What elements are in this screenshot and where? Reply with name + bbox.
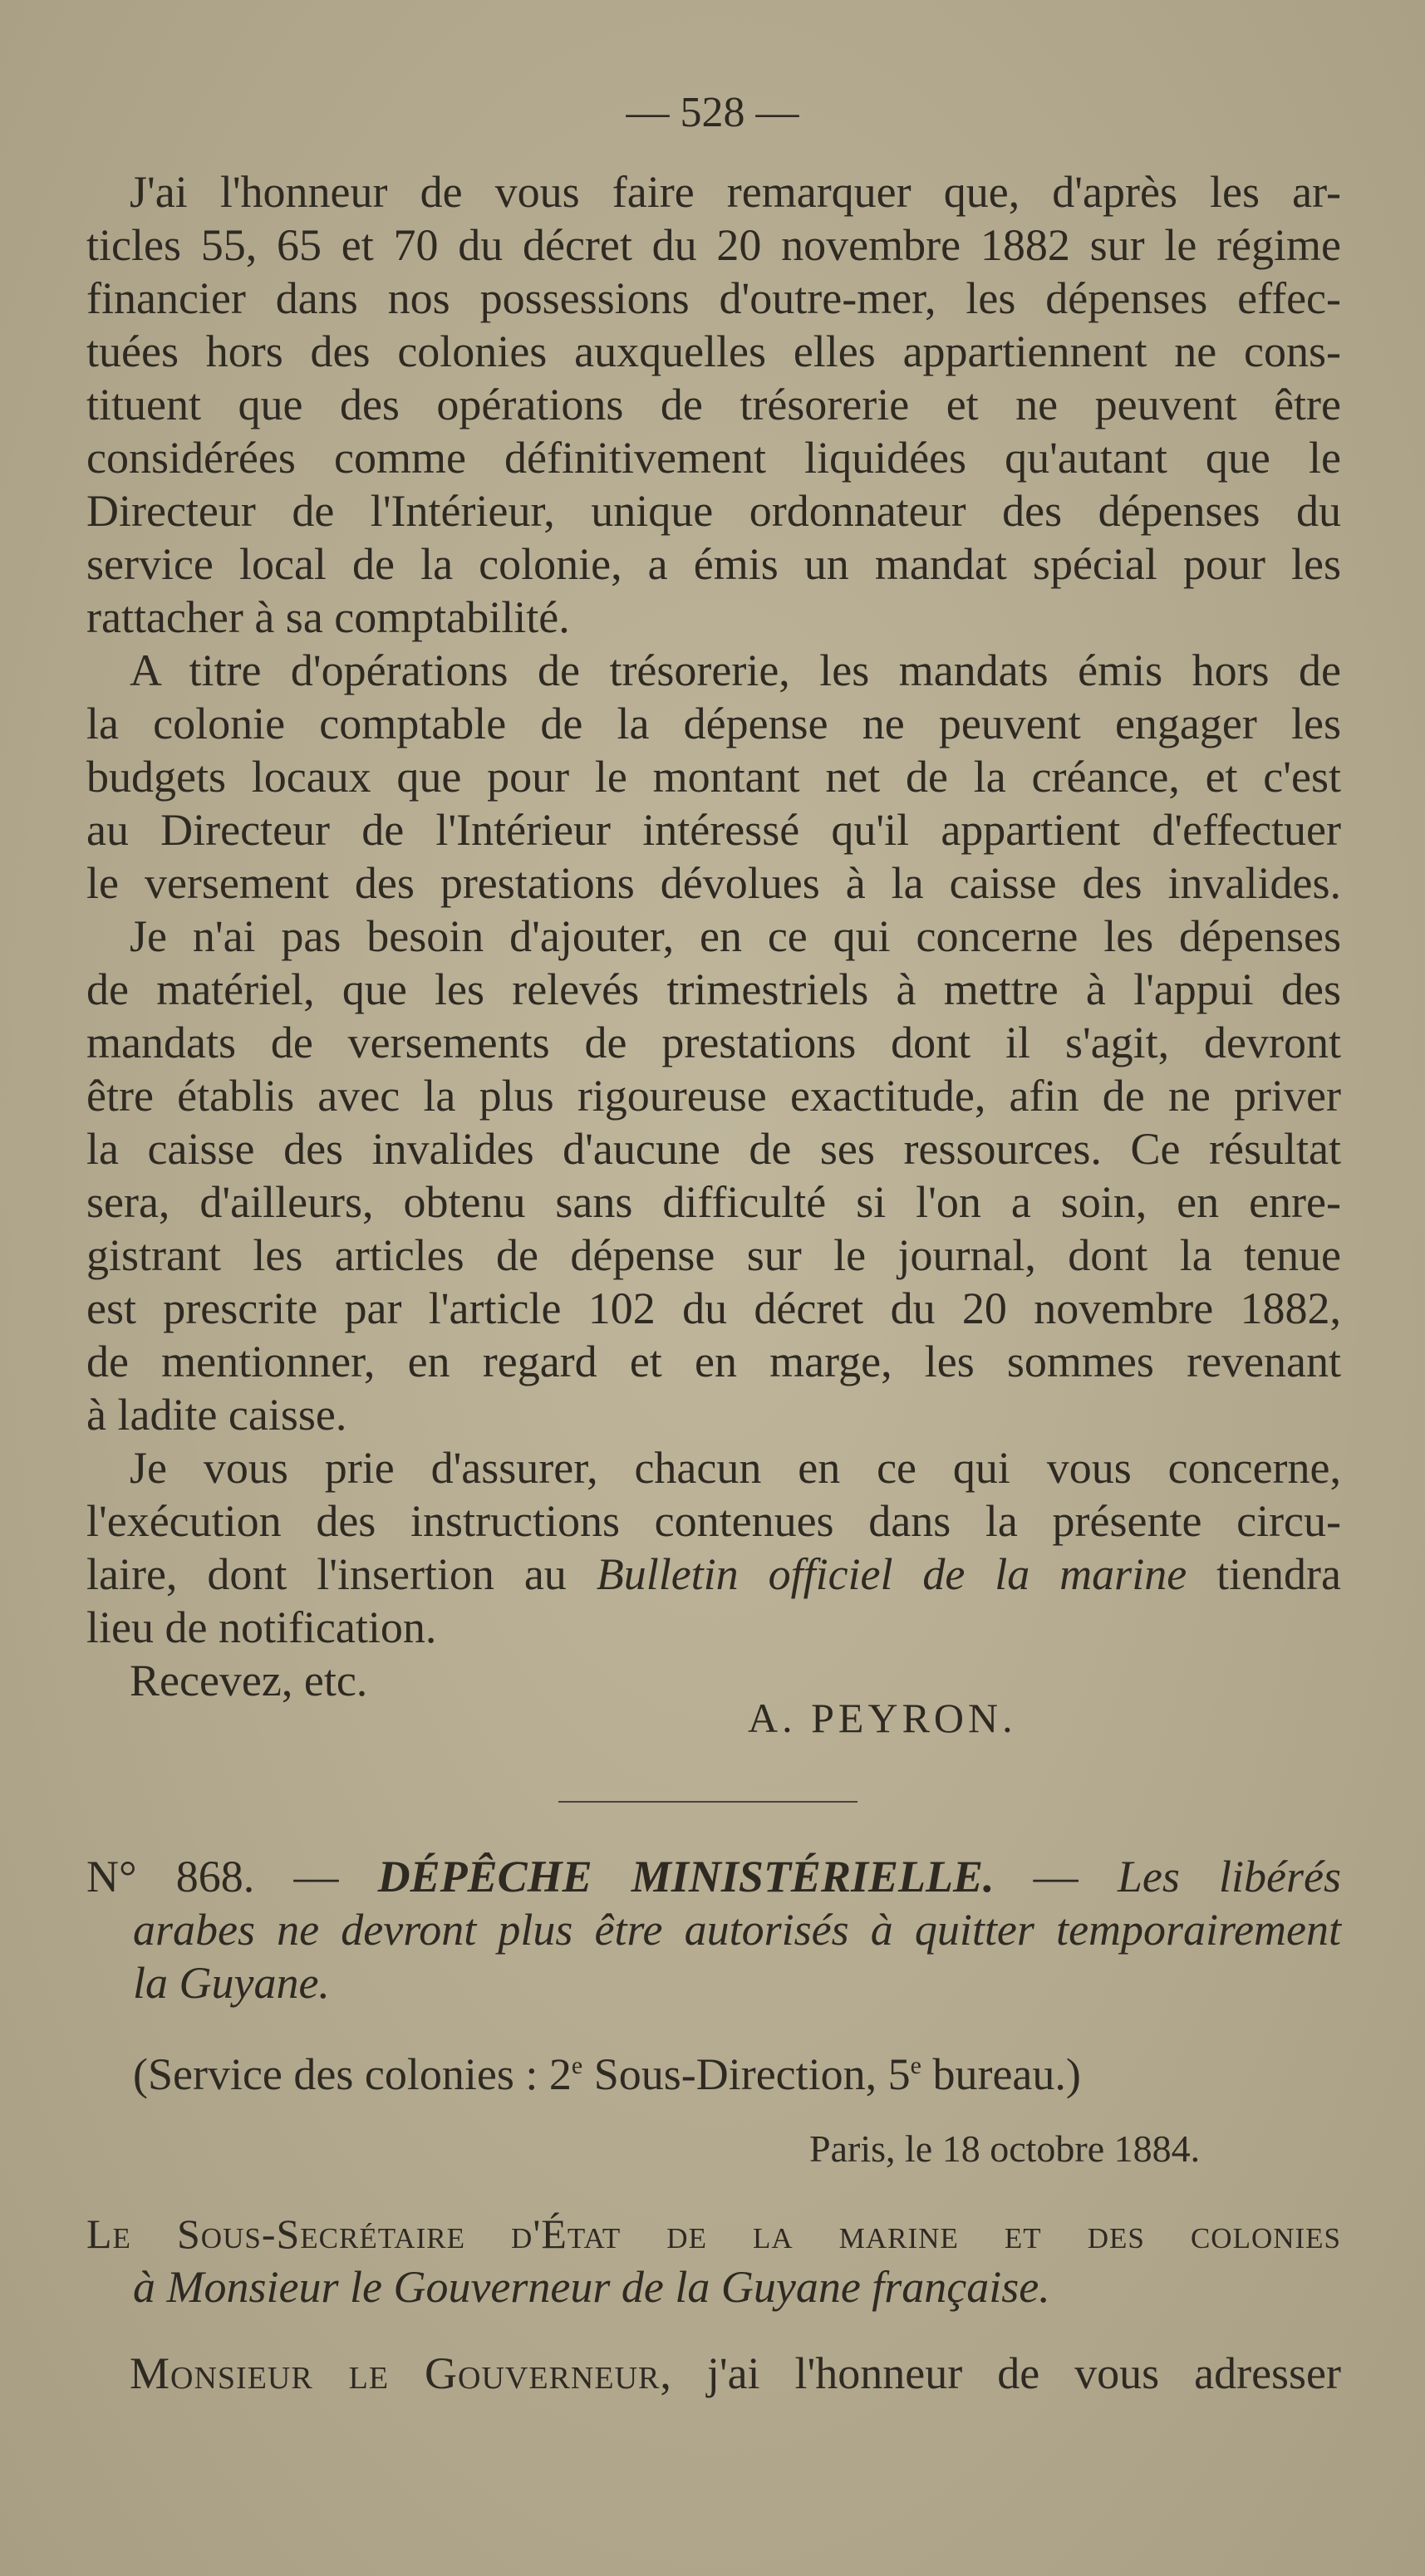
dash: —	[254, 1852, 378, 1901]
service-reference	[133, 2040, 1341, 2099]
text-line: la colonie comptable de la dépense ne peuvent engager les	[86, 699, 1341, 748]
closing-formula: Recevez, etc.	[130, 1656, 368, 1705]
text-line: est prescrite par l'article 102 du décret du 20 novembre 1882,	[86, 1283, 1341, 1333]
salutation: Monsieur le Gouverneur,	[130, 2348, 672, 2398]
text-line: A titre d'opérations de trésorerie, les mandats émis hors de	[130, 645, 1341, 695]
despatch-summary: Les libérés	[1117, 1852, 1342, 1901]
despatch-summary-line: arabes ne devront plus être autorisés à quitter temporairement	[133, 1905, 1341, 1955]
sender: Le Sous-Secrétaire d'État de la marine et des colonies	[86, 2210, 1341, 2257]
service-text: Sous-Direction, 5	[582, 2049, 911, 2099]
text-line: lieu de notification.	[86, 1602, 437, 1652]
text-line: Directeur de l'Intérieur, unique ordonnateur des dépenses du	[86, 486, 1341, 536]
section-divider	[558, 1801, 857, 1803]
despatch-heading	[86, 1851, 1341, 1902]
signature: A. PEYRON.	[748, 1695, 1017, 1741]
text-line: tuées hors des colonies auxquelles elles appartiennent ne cons-	[86, 326, 1341, 376]
despatch-number: N° 868.	[86, 1852, 255, 1901]
place-date: Paris, le 18 octobre 1884.	[809, 2127, 1201, 2170]
text-line: budgets locaux que pour le montant net de la créance, et c'est	[86, 752, 1341, 802]
text-line: de mentionner, en regard et en marge, les sommes revenant	[86, 1337, 1341, 1386]
text-line: service local de la colonie, a émis un mandat spécial pour les	[86, 539, 1341, 589]
despatch-type: DÉPÊCHE MINISTÉRIELLE.	[377, 1852, 995, 1901]
service-text: bureau.)	[921, 2049, 1081, 2099]
text-line: Je n'ai pas besoin d'ajouter, en ce qui concerne les dépenses	[130, 911, 1341, 961]
page-number: — 528 —	[626, 89, 799, 136]
text-line: à ladite caisse.	[86, 1390, 347, 1440]
text-line: considérées comme définitivement liquidées qu'autant que le	[86, 433, 1341, 483]
text-run: tiendra	[1187, 1549, 1341, 1599]
text-line: Je vous prie d'assurer, chacun en ce qui vous concerne,	[130, 1443, 1341, 1493]
text-line: rattacher à sa comptabilité.	[86, 592, 570, 642]
recipient: à Monsieur le Gouverneur de la Guyane française.	[133, 2262, 1050, 2312]
text-line: gistrant les articles de dépense sur le journal, dont la tenue	[86, 1230, 1341, 1280]
text-line: mandats de versements de prestations dont il s'agit, devront	[86, 1018, 1341, 1067]
text-line: au Directeur de l'Intérieur intéressé qu'il appartient d'effectuer	[86, 805, 1341, 855]
opening-line	[86, 2348, 1341, 2399]
text-line	[86, 1548, 1341, 1600]
despatch-summary-line: la Guyane.	[133, 1958, 330, 2008]
dash: —	[994, 1852, 1118, 1901]
text-line: J'ai l'honneur de vous faire remarquer que, d'après les ar-	[130, 167, 1341, 217]
text-run: laire, dont l'insertion au	[86, 1549, 597, 1599]
text-line: ticles 55, 65 et 70 du décret du 20 novembre 1882 sur le régime	[86, 220, 1341, 270]
text-line: sera, d'ailleurs, obtenu sans difficulté si l'on a soin, en enre-	[86, 1177, 1341, 1227]
text-line: le versement des prestations dévolues à la caisse des invalides.	[86, 858, 1341, 908]
superscript: e	[910, 2052, 921, 2079]
bulletin-title: Bulletin officiel de la marine	[596, 1549, 1187, 1599]
text-line: être établis avec la plus rigoureuse exactitude, afin de ne priver	[86, 1071, 1341, 1121]
text-line: de matériel, que les relevés trimestriels à mettre à l'appui des	[86, 964, 1341, 1014]
opening-text: j'ai l'honneur de vous adresser	[671, 2348, 1342, 2398]
text-line: financier dans nos possessions d'outre-mer, les dépenses effec-	[86, 273, 1341, 323]
superscript: e	[571, 2052, 583, 2079]
service-text: (Service des colonies : 2	[133, 2049, 572, 2099]
text-line: tituent que des opérations de trésorerie et ne peuvent être	[86, 380, 1341, 429]
text-line: la caisse des invalides d'aucune de ses ressources. Ce résultat	[86, 1124, 1341, 1174]
text-line: l'exécution des instructions contenues dans la présente circu-	[86, 1496, 1341, 1546]
